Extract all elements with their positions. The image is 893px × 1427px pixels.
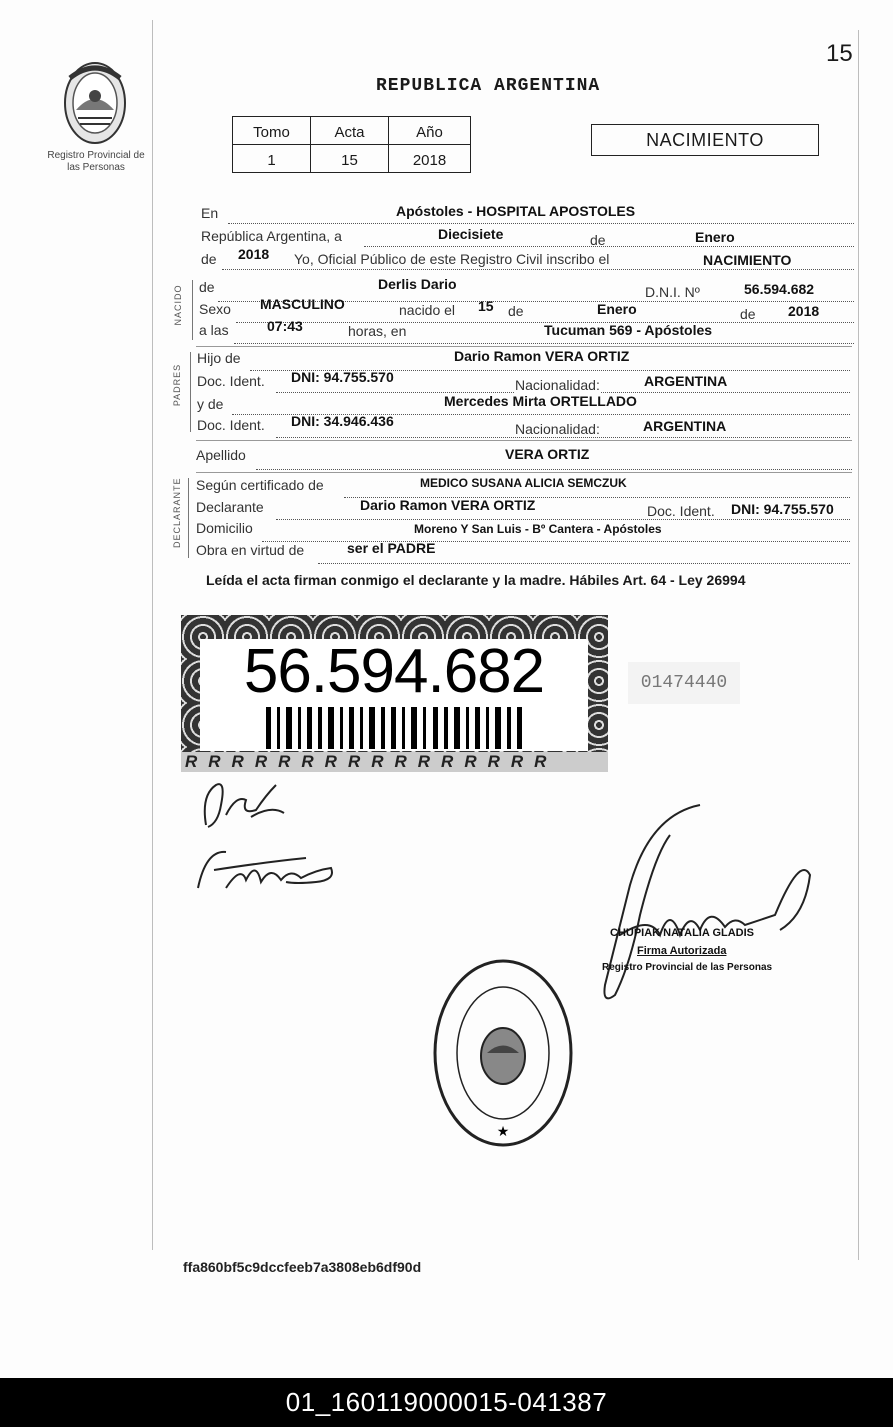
nac-de-label: de [508,303,524,319]
closing-note: Leída el acta firman conmigo el declarante y la madre. Hábiles Art. 64 - Ley 26994 [206,572,746,588]
tomo-header: Tomo [233,117,311,145]
declarante-value: Dario Ramon VERA ORTIZ [360,497,536,513]
certificado-value: MEDICO SUSANA ALICIA SEMCZUK [420,476,627,490]
yde-label: y de [197,396,224,412]
declarante-side-label: DECLARANTE [172,477,182,548]
separator-2 [196,440,852,441]
document-title: REPUBLICA ARGENTINA [376,76,601,96]
alas-label: a las [199,322,229,338]
de2-label: de [201,251,217,267]
dni-large-number: 56.594.682 [243,637,545,706]
registry-seal [432,958,574,1148]
inscribo-value: NACIMIENTO [703,252,792,268]
tomo-value: 1 [233,145,311,173]
dni-label-inner [200,639,588,751]
official-name: CHUPIAK NATALIA GLADIS [610,927,755,939]
page-number: 15 [826,40,853,67]
nombre-value: Derlis Dario [378,276,457,292]
mes-value: Enero [695,229,735,245]
security-r-strip: RRRRRRRRRRRRRRRR [181,752,608,772]
doc-label: Doc. Ident. [197,373,265,389]
dni-barcode-label [181,615,608,772]
padres-bracket [190,352,191,432]
province-logo [60,58,130,148]
dni-value: 56.594.682 [744,281,815,297]
nacionalidad2-label: Nacionalidad: [515,421,600,437]
anio-registro-value: 2018 [238,246,270,262]
nacionalidad-label: Nacionalidad: [515,377,600,393]
dni-label: D.N.I. Nº [645,284,700,300]
padre-value: Dario Ramon VERA ORTIZ [454,348,630,364]
record-type-box: NACIMIENTO [591,124,819,156]
madre-value: Mercedes Mirta ORTELLADO [444,393,637,409]
anio-value: 2018 [389,145,471,173]
sexo-label: Sexo [199,301,231,317]
apellido-label: Apellido [196,447,246,463]
serial-stamp: 01474440 [628,662,740,704]
right-margin-line [858,30,859,1260]
acta-value: 15 [311,145,389,173]
republica-label: República Argentina, a [201,228,342,244]
acta-header: Acta [311,117,389,145]
nacimiento-anio: 2018 [788,303,820,319]
separator-1 [196,346,852,347]
official-role: Firma Autorizada [637,945,727,957]
registry-caption: Registro Provincial de las Personas [47,150,145,173]
sexo-value: MASCULINO [260,296,345,312]
footer-id: 01_160119000015-041387 [0,1378,893,1427]
oficial-label: Yo, Oficial Público de este Registro Civil inscribo el [294,251,610,267]
doc2-label: Doc. Ident. [197,417,265,433]
svg-text:★: ★ [496,1124,510,1140]
barcode [266,707,522,749]
nacido-el-label: nacido el [399,302,456,318]
lugar-value: Tucuman 569 - Apóstoles [544,322,713,338]
declarante-label: Declarante [196,499,264,515]
nac-de2-label: de [740,306,756,322]
padre-nacionalidad: ARGENTINA [644,373,728,389]
dia-value: Diecisiete [438,226,504,242]
declarant-signature-1 [196,775,296,835]
nombre-label: de [199,279,215,295]
nacimiento-mes: Enero [597,301,637,317]
domicilio-value: Moreno Y San Luis - Bº Cantera - Apóstoles [414,522,662,536]
certificado-label: Según certificado de [196,477,324,493]
nacido-side-label: NACIDO [173,284,183,326]
en-label: En [201,205,219,221]
madre-nacionalidad: ARGENTINA [643,418,727,434]
separator-3 [196,472,852,473]
madre-doc-value: DNI: 34.946.436 [291,413,394,429]
obra-value: ser el PADRE [347,540,436,556]
padre-doc-value: DNI: 94.755.570 [291,369,394,385]
apellido-value: VERA ORTIZ [505,446,590,462]
decl-doc-label: Doc. Ident. [647,503,715,519]
anio-header: Año [389,117,471,145]
obra-label: Obra en virtud de [196,542,305,558]
declarante-bracket [188,478,189,558]
declarante-doc-value: DNI: 94.755.570 [731,501,834,517]
nacimiento-dia: 15 [478,298,494,314]
de-label: de [590,232,606,248]
nacido-bracket [192,280,193,340]
hora-value: 07:43 [267,318,303,334]
record-table [232,116,471,173]
horas-en-label: horas, en [348,323,407,339]
official-org: Registro Provincial de las Personas [602,962,773,973]
declarant-signature-2 [186,840,346,900]
left-margin-line [152,20,153,1250]
document-hash: ffa860bf5c9dccfeeb7a3808eb6df90d [183,1259,422,1275]
en-value: Apóstoles - HOSPITAL APOSTOLES [396,203,636,219]
official-signature [560,795,830,1015]
domicilio-label: Domicilio [196,520,253,536]
hijo-label: Hijo de [197,350,241,366]
padres-side-label: PADRES [172,363,182,407]
